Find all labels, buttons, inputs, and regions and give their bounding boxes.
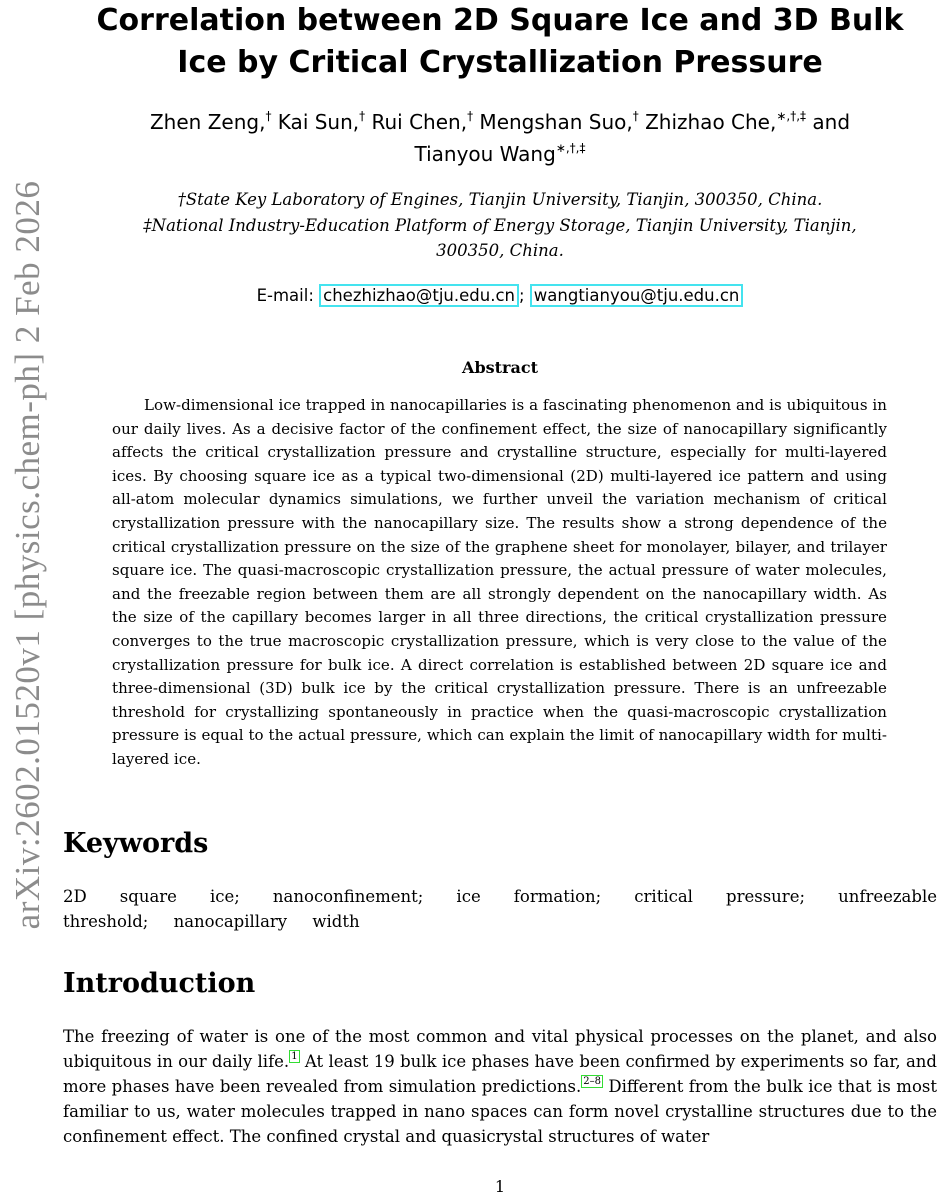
email-separator: ; xyxy=(518,286,530,305)
introduction-text-part-3: Different from the bulk ice that is most familiar to us, water molecules trapped in nano spaces can form novel crystalline structures due to the confinement effect. The confined crystal and quasicrystal structures of water xyxy=(63,1077,937,1146)
author-rui-chen: Rui Chen, xyxy=(365,110,468,134)
introduction-text-part-2: At least 19 bulk ice phases have been confirmed by experiments so far, and more phases have been revealed from simulation predictions. xyxy=(63,1052,937,1096)
author-affiliation-mark: † xyxy=(359,109,366,123)
email-link-wang[interactable]: wangtianyou@tju.edu.cn xyxy=(530,284,744,307)
introduction-heading: Introduction xyxy=(63,968,256,999)
email-label: E-mail: xyxy=(256,286,320,305)
keywords-heading: Keywords xyxy=(63,828,209,859)
author-affiliation-mark: ∗,†,‡ xyxy=(555,141,586,155)
page-number: 1 xyxy=(494,1177,506,1196)
citation-link-2-8[interactable]: 2–8 xyxy=(583,1076,601,1087)
introduction-text-part-1: The freezing of water is one of the most common and vital physical processes on the planet, and also ubiquitous in our daily life. xyxy=(63,1027,937,1071)
affiliation-2: ‡National Industry-Education Platform of Energy Storage, Tianjin University, Tianjin, xyxy=(143,216,857,235)
author-affiliation-mark: † xyxy=(467,109,474,123)
author-list-line-2 xyxy=(0,142,938,166)
author-affiliation-mark: † xyxy=(265,109,272,123)
author-affiliation-mark: † xyxy=(632,109,639,123)
paper-title: Correlation between 2D Square Ice and 3D Bulk Ice by Critical Crystallization Pressure xyxy=(96,3,904,80)
contact-email-line xyxy=(0,286,938,305)
author-mengshan-suo: Mengshan Suo, xyxy=(473,110,633,134)
keywords-text: 2D square ice; nanoconfinement; ice formation; critical pressure; unfreezable threshold; nanocapillary width xyxy=(63,887,937,931)
author-kai-sun: Kai Sun, xyxy=(271,110,360,134)
email-link-che[interactable]: chezhizhao@tju.edu.cn xyxy=(319,284,519,307)
author-zhen-zeng: Zhen Zeng, xyxy=(149,110,266,134)
author-conjunction: and xyxy=(806,110,851,134)
affiliation-1: †State Key Laboratory of Engines, Tianjin University, Tianjin, 300350, China. xyxy=(177,190,823,209)
author-zhizhao-che: Zhizhao Che, xyxy=(638,110,777,134)
abstract-text: Low-dimensional ice trapped in nanocapillaries is a fascinating phenomenon and is ubiquitous in our daily lives. As a decisive factor of the confinement effect, the size of nanocapillary significantly affects the critical crystallization pressure and crystalline structure, especially for multi-layered ices. By choosing square ice as a typical two-dimensional (2D) multi-layered ice pattern and using all-atom molecular dynamics simulations, we further unveil the variation mechanism of critical crystallization pressure with the nanocapillary size. The results show a strong dependence of the critical crystallization pressure on the size of the graphene sheet for monolayer, bilayer, and trilayer square ice. The quasi-macroscopic crystallization pressure, the actual pressure of water molecules, and the freezable region between them are all strongly dependent on the nanocapillary width. As the size of the capillary becomes larger in all three directions, the critical crystallization pressure converges to the true macroscopic crystallization pressure, which is very close to the value of the crystallization pressure for bulk ice. A direct correlation is established between 2D square ice and three-dimensional (3D) bulk ice by the critical crystallization pressure. There is an unfreezable threshold for crystallizing spontaneously in practice when the quasi-macroscopic crystallization pressure is equal to the actual pressure, which can explain the limit of nanocapillary width for multi-layered ice. xyxy=(112,396,887,768)
affiliation-2-continued: 300350, China. xyxy=(436,241,564,260)
author-tianyou-wang: Tianyou Wang xyxy=(414,142,556,166)
citation-link-1[interactable]: 1 xyxy=(291,1051,298,1062)
arxiv-identifier: arXiv:2602.01520v1 [physics.chem-ph] 2 Feb 2026 xyxy=(8,180,47,930)
introduction-text xyxy=(63,1024,937,1149)
abstract-heading: Abstract xyxy=(462,358,538,377)
author-affiliation-mark: ∗,†,‡ xyxy=(776,109,807,123)
author-list-line-1 xyxy=(0,110,938,134)
